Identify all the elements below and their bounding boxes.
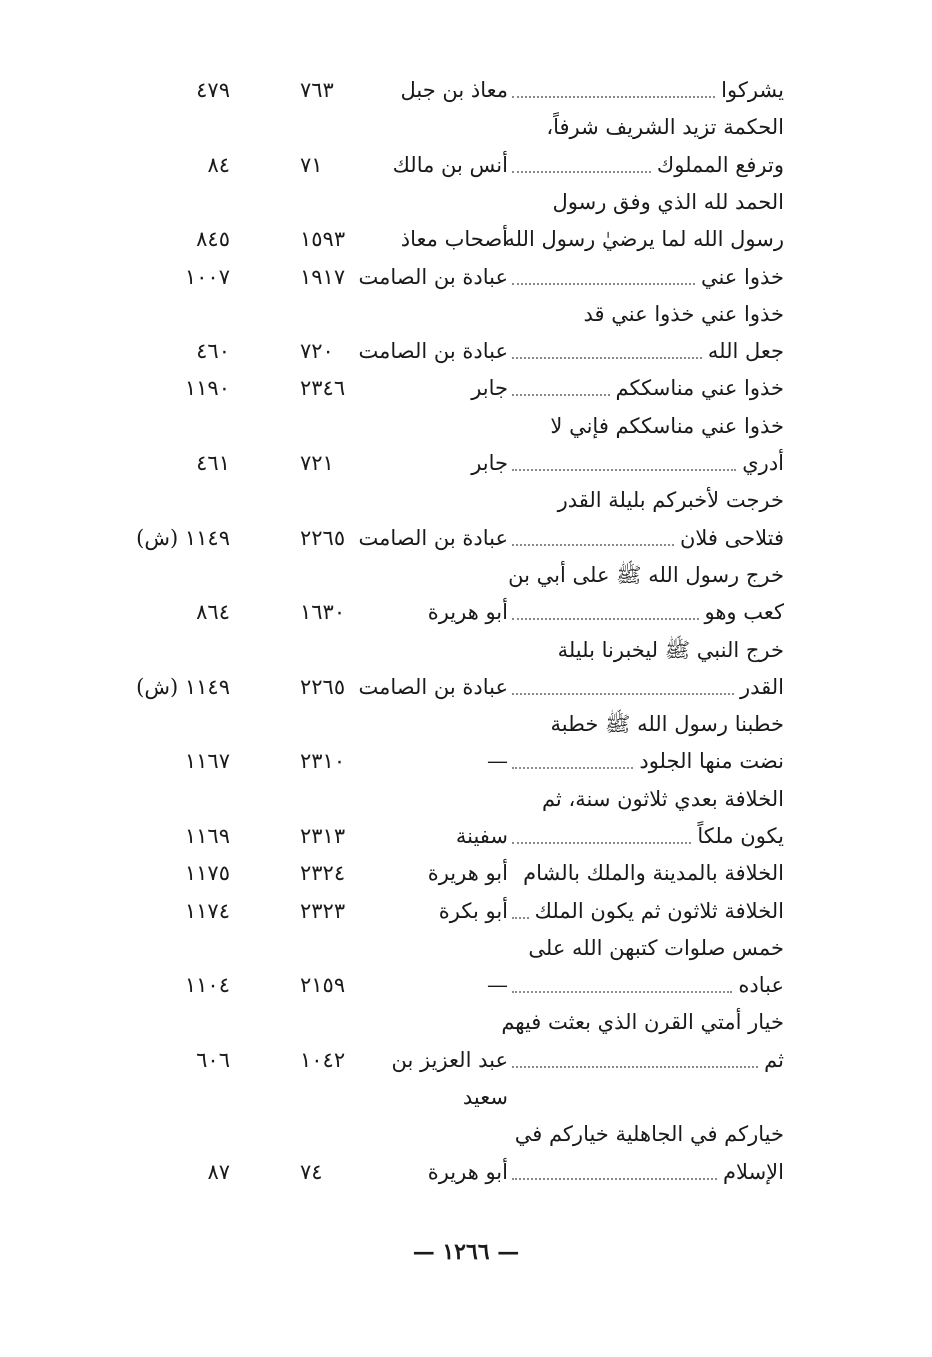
dotted-leader (512, 394, 610, 396)
hadith-number: ٢٣٢٤ (300, 861, 346, 885)
entry-title-text: فتلاحى فلان (679, 526, 784, 550)
entry-title-text: خذوا عني مناسككم فإني لا (550, 414, 784, 438)
page-reference: ١١٤٩ (ش) (136, 526, 230, 550)
entry-title-text: يشركوا (721, 78, 784, 102)
hadith-number: ٢٣٤٦ (300, 376, 346, 400)
page-reference: ٨٤ (207, 153, 230, 177)
narrator-name: عبادة بن الصامت (358, 265, 508, 289)
index-continuation-line (0, 482, 932, 519)
page-reference: ١١٦٩ (184, 824, 230, 848)
index-entry-row (0, 818, 932, 855)
entry-title-text: أدري (742, 451, 784, 475)
page-reference: ١١٩٠ (184, 376, 230, 400)
entry-title-text: الخلافة بالمدينة والملك بالشام (523, 861, 784, 885)
hadith-number: ٧٢٠ (300, 339, 334, 363)
hadith-number: ٧١ (300, 153, 323, 177)
page-reference: ٤٦١ (196, 451, 230, 475)
narrator-name: عبادة بن الصامت (358, 526, 508, 550)
hadith-number: ٧٤ (300, 1160, 323, 1184)
index-entry-row (0, 967, 932, 1004)
index-entry-row (0, 221, 932, 258)
index-continuation-line (0, 1004, 932, 1041)
hadith-number: ١٥٩٣ (300, 227, 346, 251)
index-continuation-line (0, 296, 932, 333)
dotted-leader (512, 357, 702, 359)
dotted-leader (512, 917, 529, 919)
index-entry-row (0, 1042, 932, 1079)
hadith-number: ٧٢١ (300, 451, 334, 475)
narrator-name: جابر (471, 376, 508, 400)
page-reference: ٨٧ (207, 1160, 230, 1184)
index-continuation-line (0, 1116, 932, 1153)
narrator-name: أبو هريرة (427, 861, 508, 885)
entry-title-text: خذوا عني خذوا عني قد (583, 302, 784, 326)
dotted-leader (512, 693, 734, 695)
index-continuation-line (0, 781, 932, 818)
page-reference: ٤٧٩ (196, 78, 230, 102)
entry-title-text: خمس صلوات كتبهن الله على (528, 936, 784, 960)
page-reference: ٨٤٥ (196, 227, 230, 251)
index-entry-row (0, 855, 932, 892)
index-continuation-line (0, 109, 932, 146)
entry-title-text: الحكمة تزيد الشريف شرفاً، (546, 115, 784, 139)
narrator-name: أبو هريرة (427, 1160, 508, 1184)
index-entry-row (0, 743, 932, 780)
dotted-leader (512, 1066, 758, 1068)
entry-title-text: ثم (764, 1048, 784, 1072)
entry-title-text: رسول الله لما يرضيٰ رسول الله (504, 227, 784, 251)
page-reference: ١١٤٩ (ش) (136, 675, 230, 699)
index-entry-row (0, 333, 932, 370)
index-entry-row (0, 1154, 932, 1191)
index-entry-row (0, 370, 932, 407)
hadith-number: ٢٣١٠ (300, 749, 346, 773)
narrator-name: سفينة (455, 824, 508, 848)
hadith-number: ٢٢٦٥ (300, 675, 346, 699)
page-reference: ٦٠٦ (196, 1048, 230, 1072)
entry-title-text: خطبنا رسول الله ﷺ خطبة (550, 712, 784, 736)
hadith-number: ٢٢٦٥ (300, 526, 346, 550)
entry-title-text: عباده (738, 973, 784, 997)
index-continuation-line (0, 184, 932, 221)
page-reference: ١١٧٥ (184, 861, 230, 885)
hadith-number: ٢٣١٣ (300, 824, 346, 848)
narrator-name: أبو هريرة (427, 600, 508, 624)
index-entry-row (0, 445, 932, 482)
index-entry-row (0, 594, 932, 631)
index-entry-row (0, 520, 932, 557)
entry-title-text: القدر (739, 675, 784, 699)
dotted-leader (512, 991, 732, 993)
entry-title-text: الحمد لله الذي وفق رسول (552, 190, 784, 214)
entry-title-text: خيار أمتي القرن الذي بعثت فيهم (501, 1010, 784, 1034)
hadith-number: ١٩١٧ (300, 265, 346, 289)
entry-title-text: خرج رسول الله ﷺ على أبي بن (508, 563, 784, 587)
dotted-leader (512, 469, 736, 471)
hadith-number: ٧٦٣ (300, 78, 334, 102)
entry-title-text: الخلافة بعدي ثلاثون سنة، ثم (541, 787, 784, 811)
index-entry-row (0, 72, 932, 109)
dotted-leader (512, 171, 651, 173)
page-reference: ١١٦٧ (184, 749, 230, 773)
entry-title-text: نضت منها الجلود (639, 749, 784, 773)
hadith-number: ٢١٥٩ (300, 973, 346, 997)
hadith-number: ١٠٤٢ (300, 1048, 346, 1072)
entry-title-text: كعب وهو (704, 600, 784, 624)
page-reference: ٤٦٠ (196, 339, 230, 363)
narrator-name: أصحاب معاذ (400, 227, 508, 251)
dotted-leader (512, 1178, 717, 1180)
page-number: — ١٢٦٦ — (412, 1239, 520, 1265)
index-entry-row (0, 669, 932, 706)
narrator-continuation-line (0, 1079, 932, 1116)
entry-title-text: خرجت لأخبركم بليلة القدر (557, 488, 784, 512)
index-continuation-line (0, 557, 932, 594)
index-entry-row (0, 893, 932, 930)
hadith-number: ١٦٣٠ (300, 600, 346, 624)
narrator-name: عبد العزيز بن (391, 1048, 508, 1072)
dotted-leader (512, 842, 691, 844)
entry-title-text: خياركم في الجاهلية خياركم في (514, 1122, 784, 1146)
narrator-name: أبو بكرة (438, 899, 508, 923)
entry-title-text: وترفع المملوك (656, 153, 784, 177)
index-continuation-line (0, 408, 932, 445)
entry-title-text: جعل الله (707, 339, 784, 363)
hadith-number: ٢٣٢٣ (300, 899, 346, 923)
index-entry-row (0, 259, 932, 296)
narrator-name: معاذ بن جبل (400, 78, 508, 102)
page-reference: ١٠٠٧ (184, 265, 230, 289)
page-reference: ١١٧٤ (184, 899, 230, 923)
narrator-name: عبادة بن الصامت (358, 339, 508, 363)
index-continuation-line (0, 632, 932, 669)
dotted-leader (512, 767, 633, 769)
entry-title-text: خذوا عني مناسككم (615, 376, 784, 400)
narrator-name: سعيد (462, 1085, 508, 1109)
page-reference: ١١٠٤ (184, 973, 230, 997)
entry-title-text: الخلافة ثلاثون ثم يكون الملك (534, 899, 784, 923)
index-continuation-line (0, 930, 932, 967)
entry-title-text: خرج النبي ﷺ ليخبرنا بليلة (557, 638, 784, 662)
narrator-name: عبادة بن الصامت (358, 675, 508, 699)
dotted-leader (512, 96, 715, 98)
narrator-name: جابر (471, 451, 508, 475)
entry-title-text: الإسلام (723, 1160, 784, 1184)
narrator-name: — (487, 973, 508, 997)
index-continuation-line (0, 706, 932, 743)
narrator-name: أنس بن مالك (392, 153, 508, 177)
dotted-leader (512, 283, 695, 285)
narrator-name: — (487, 749, 508, 773)
entry-title-text: خذوا عني (700, 265, 784, 289)
dotted-leader (512, 544, 674, 546)
dotted-leader (512, 618, 699, 620)
index-entry-row (0, 147, 932, 184)
entry-title-text: يكون ملكاً (697, 824, 784, 848)
page-reference: ٨٦٤ (196, 600, 230, 624)
